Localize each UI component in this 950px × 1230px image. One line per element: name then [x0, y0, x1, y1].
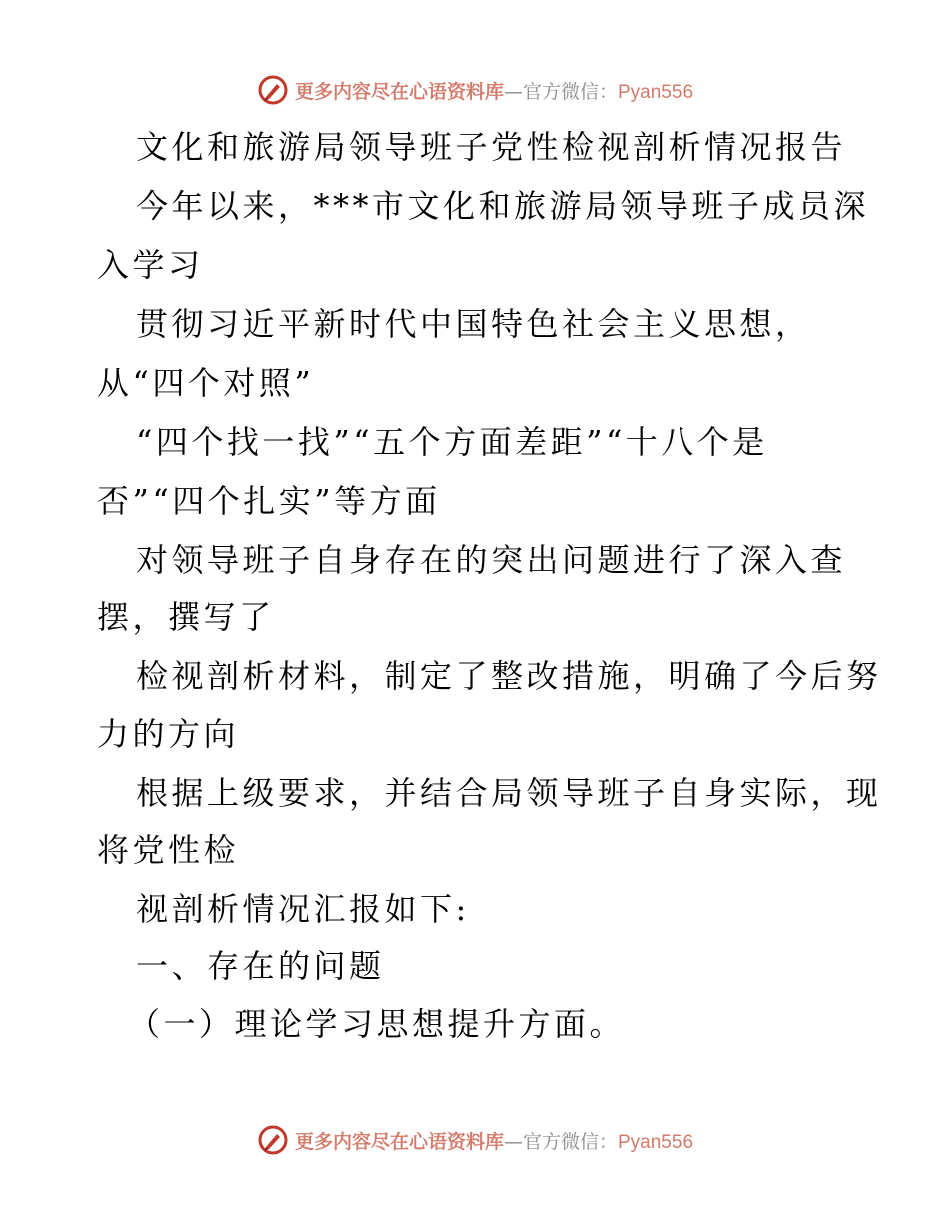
watermark-dash: — [503, 1130, 523, 1153]
paragraph-line: 检视剖析材料，制定了整改措施，明确了今后努 [136, 657, 882, 695]
watermark-wechat-id: Pyan556 [618, 1131, 694, 1153]
paragraph-line: 力的方向 [97, 715, 240, 753]
paragraph-line: 视剖析情况汇报如下: [136, 890, 470, 928]
pen-logo-icon [257, 74, 289, 106]
watermark-label: 官方微信： [522, 80, 618, 103]
paragraph-line: 否”“四个扎实”等方面 [97, 482, 441, 520]
paragraph-line: “四个找一找”“五个方面差距”“十八个是 [136, 423, 768, 461]
watermark-text [295, 1127, 693, 1154]
paragraph-line: 摆，撰写了 [97, 598, 275, 636]
watermark-label: 官方微信： [522, 1130, 618, 1153]
paragraph-line: 入学习 [97, 246, 204, 284]
document-title: 文化和旅游局领导班子党性检视剖析情况报告 [136, 128, 847, 166]
watermark-footer [0, 1120, 950, 1160]
subsection-heading: （一）理论学习思想提升方面。 [128, 1005, 626, 1043]
paragraph-line: 今年以来，***市文化和旅游局领导班子成员深 [136, 187, 870, 225]
paragraph-line: 对领导班子自身存在的突出问题进行了深入查 [136, 541, 847, 579]
paragraph-line: 从“四个对照” [97, 364, 315, 402]
paragraph-line: 将党性检 [97, 831, 240, 869]
watermark-dash: — [503, 80, 523, 103]
watermark-text [295, 77, 693, 104]
watermark-header [0, 70, 950, 110]
paragraph-line: 贯彻习近平新时代中国特色社会主义思想， [136, 305, 811, 343]
paragraph-line: 根据上级要求，并结合局领导班子自身实际，现 [136, 774, 882, 812]
pen-logo-icon [257, 1124, 289, 1156]
section-heading: 一、存在的问题 [136, 947, 385, 985]
watermark-wechat-id: Pyan556 [618, 81, 694, 103]
watermark-brand: 更多内容尽在心语资料库 [294, 80, 504, 103]
watermark-brand: 更多内容尽在心语资料库 [294, 1130, 504, 1153]
